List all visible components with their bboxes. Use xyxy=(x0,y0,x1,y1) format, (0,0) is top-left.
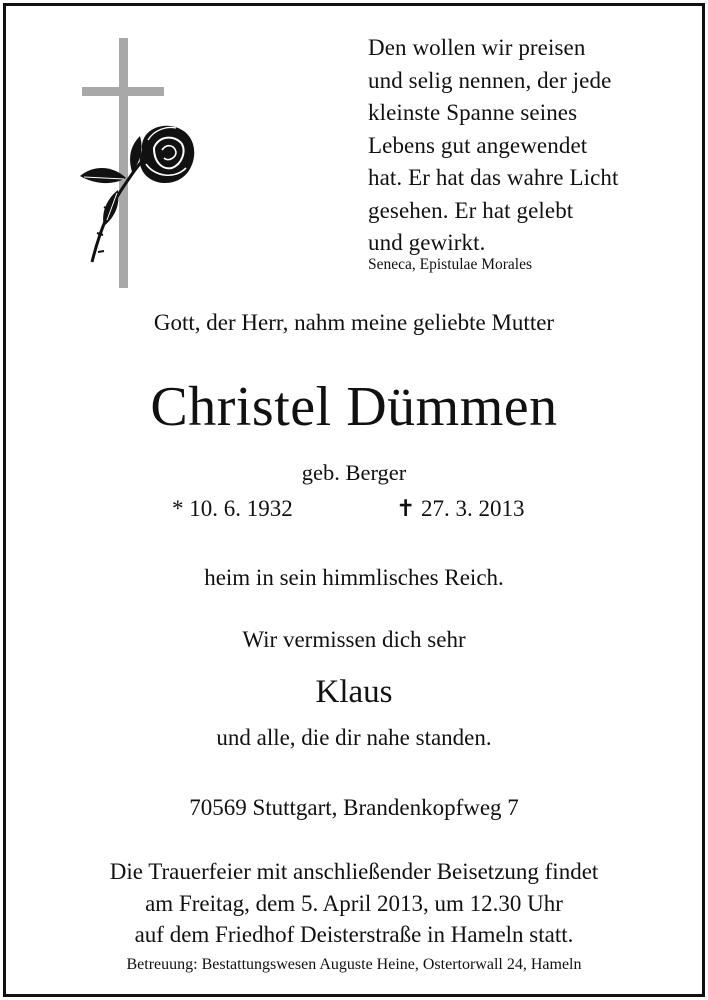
intro-text: Gott, der Herr, nahm meine geliebte Mutter xyxy=(153,310,555,335)
phrase-text: heim in sein himmlisches Reich. xyxy=(204,565,504,590)
funeral-service-info xyxy=(0,856,708,951)
cross-beam xyxy=(82,87,164,96)
maiden-name: geb. Berger xyxy=(301,460,407,485)
cross-with-rose-icon xyxy=(70,30,210,295)
others-text: und alle, die dir nahe standen. xyxy=(216,725,492,750)
signer-name: Klaus xyxy=(315,674,393,710)
service-line: am Freitag, dem 5. April 2013, um 12.30 Uhr xyxy=(145,890,563,916)
quote-line: Den wollen wir preisen xyxy=(368,35,586,60)
quote-source: Seneca, Epistulae Morales xyxy=(368,256,532,273)
birth-date: * 10. 6. 1932 xyxy=(172,496,293,521)
quote-line: Lebens gut angewendet xyxy=(368,132,588,158)
rose-bloom xyxy=(140,126,195,183)
family-address: 70569 Stuttgart, Brandenkopfweg 7 xyxy=(189,795,519,820)
service-line: Die Trauerfeier mit anschließender Beisetzung findet xyxy=(109,859,599,884)
quote-line: gesehen. Er hat gelebt xyxy=(368,197,574,223)
epitaph-quote xyxy=(368,32,688,260)
deceased-name: Christel Dümmen xyxy=(150,376,558,438)
farewell-text: Wir vermissen dich sehr xyxy=(242,627,466,652)
cross-shape xyxy=(119,38,128,288)
service-line: auf dem Friedhof Deisterstraße in Hameln statt. xyxy=(134,922,574,947)
death-date: ✝ 27. 3. 2013 xyxy=(396,496,525,521)
funeral-home-credit: Betreuung: Bestattungswesen Auguste Heine, Ostertorwall 24, Hameln xyxy=(126,956,582,973)
quote-line: und gewirkt. xyxy=(368,230,486,255)
quote-line: kleinste Spanne seines xyxy=(368,100,578,125)
quote-line: und selig nennen, der jede xyxy=(368,67,612,93)
quote-line: hat. Er hat das wahre Licht xyxy=(368,165,619,190)
